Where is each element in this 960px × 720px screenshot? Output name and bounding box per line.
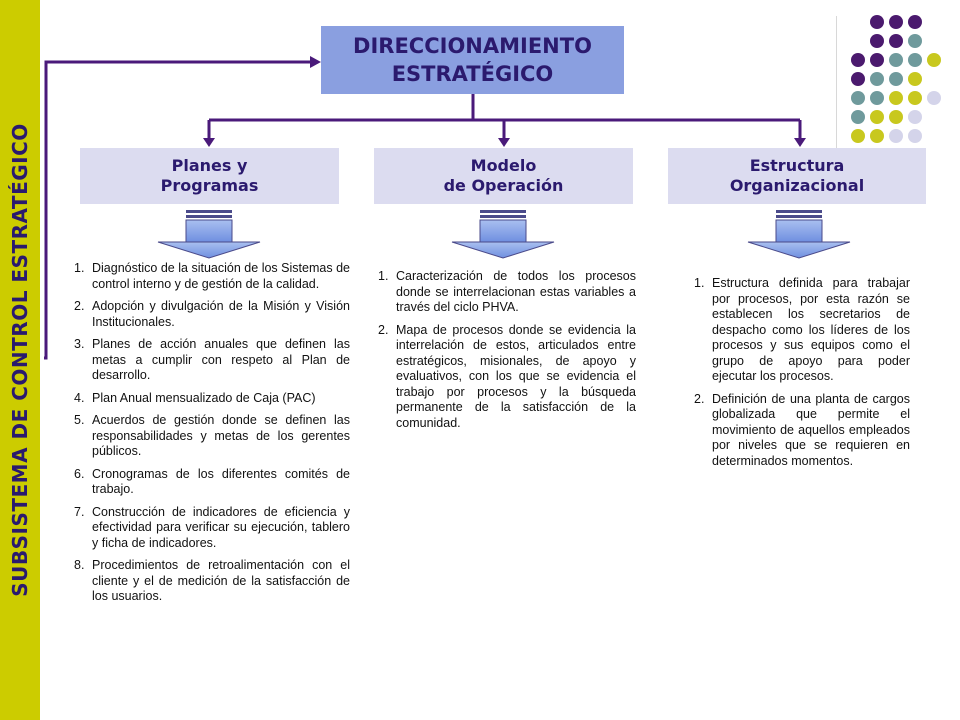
decorative-dot [870, 129, 884, 143]
list-item: 7. Construcción de indicadores de eficiencia y efectividad para verificar su ejecución, tablero y ficha de indicadores. [74, 504, 350, 550]
down-arrow-planes [158, 210, 260, 258]
down-arrow-modelo [452, 210, 554, 258]
branch-left-head [203, 138, 215, 147]
decorative-dot [870, 91, 884, 105]
list-item: 2. Mapa de procesos donde se evidencia la interrelación de estos, articulados entre estratégicos, misionales, de apoyo y evaluativos, con los que se evidencia el trabajo por procesos y la búsqueda permanente de la satisfacción de la comunidad. [378, 322, 636, 430]
decorative-dot [927, 53, 941, 67]
list-item: 1. Caracterización de todos los procesos donde se interrelacionan estas variables a través del ciclo PHVA. [378, 269, 636, 314]
list-item: 2. Definición de una planta de cargos globalizada que permite el movimiento de aquellos empleados por niveles que se requieren en determinados momentos. [694, 391, 910, 468]
decorative-dot [908, 91, 922, 105]
decorative-dot [889, 34, 903, 48]
list-item: 5. Acuerdos de gestión donde se definen las responsabilidades y metas de los gerentes públicos. [74, 413, 350, 458]
list-item: 8. Procedimientos de retroalimentación con el cliente y el de medición de la satisfacción de los usuarios. [74, 558, 350, 603]
estructura-line1: Estructura [749, 156, 845, 175]
branch-mid-head [498, 138, 510, 147]
modelo-list [378, 269, 636, 438]
list-item: 2. Adopción y divulgación de la Misión y Visión Institucionales. [74, 299, 350, 329]
decorative-dot [908, 15, 922, 29]
decorative-dot [870, 110, 884, 124]
estructura-organizacional-box [668, 148, 926, 204]
list-item: 4. Plan Anual mensualizado de Caja (PAC) [74, 390, 316, 405]
decorative-dot [908, 129, 922, 143]
decorative-dot [908, 34, 922, 48]
list-item: 3. Planes de acción anuales que definen las metas a cumplir con respeto al Plan de desarrollo. [74, 337, 350, 382]
decorative-dot [908, 110, 922, 124]
decorative-dot [851, 72, 865, 86]
decorative-dot [870, 15, 884, 29]
planes-line1: Planes y [171, 156, 248, 175]
decorative-dot [927, 91, 941, 105]
decorative-dot [851, 53, 865, 67]
modelo-operacion-box [374, 148, 633, 204]
decorative-dot [889, 91, 903, 105]
down-arrow-estructura [748, 210, 850, 258]
decorative-dot [851, 91, 865, 105]
estructura-line2: Organizacional [729, 176, 865, 195]
feedback-arrowhead [310, 56, 321, 68]
decorative-dot [908, 72, 922, 86]
direccionamiento-box [321, 26, 624, 94]
decorative-dot [889, 15, 903, 29]
direccionamiento-line1: DIRECCIONAMIENTO [353, 34, 592, 58]
planes-list [74, 261, 350, 612]
branch-right-head [794, 138, 806, 147]
modelo-line2: de Operación [443, 176, 564, 195]
decorative-dot [889, 129, 903, 143]
decorative-dot [889, 53, 903, 67]
list-item: 6. Cronogramas de los diferentes comités de trabajo. [74, 466, 350, 496]
subsystem-title: SUBSISTEMA DE CONTROL ESTRATÉGICO [8, 123, 32, 597]
decorative-dot [889, 72, 903, 86]
decorative-dot [870, 53, 884, 67]
modelo-line1: Modelo [470, 156, 537, 175]
planes-programas-box [80, 148, 339, 204]
decorative-dot [851, 110, 865, 124]
decorative-dot [870, 72, 884, 86]
direccionamiento-line2: ESTRATÉGICO [391, 62, 554, 86]
decorative-dot [851, 129, 865, 143]
decorative-dot-grid [836, 10, 960, 150]
decorative-dot [889, 110, 903, 124]
decorative-dot [870, 34, 884, 48]
list-item: 1. Estructura definida para trabajar por procesos, por esta razón se establecen los secretarios de despacho como los líderes de los procesos y sus equipos como el grupo de apoyo para poder ejecutar los procesos. [694, 276, 910, 383]
list-item: 1. Diagnóstico de la situación de los Sistemas de control interno y de gestión de la calidad. [74, 261, 350, 291]
decorative-dot [908, 53, 922, 67]
planes-line2: Programas [160, 176, 259, 195]
estructura-list [694, 276, 910, 476]
